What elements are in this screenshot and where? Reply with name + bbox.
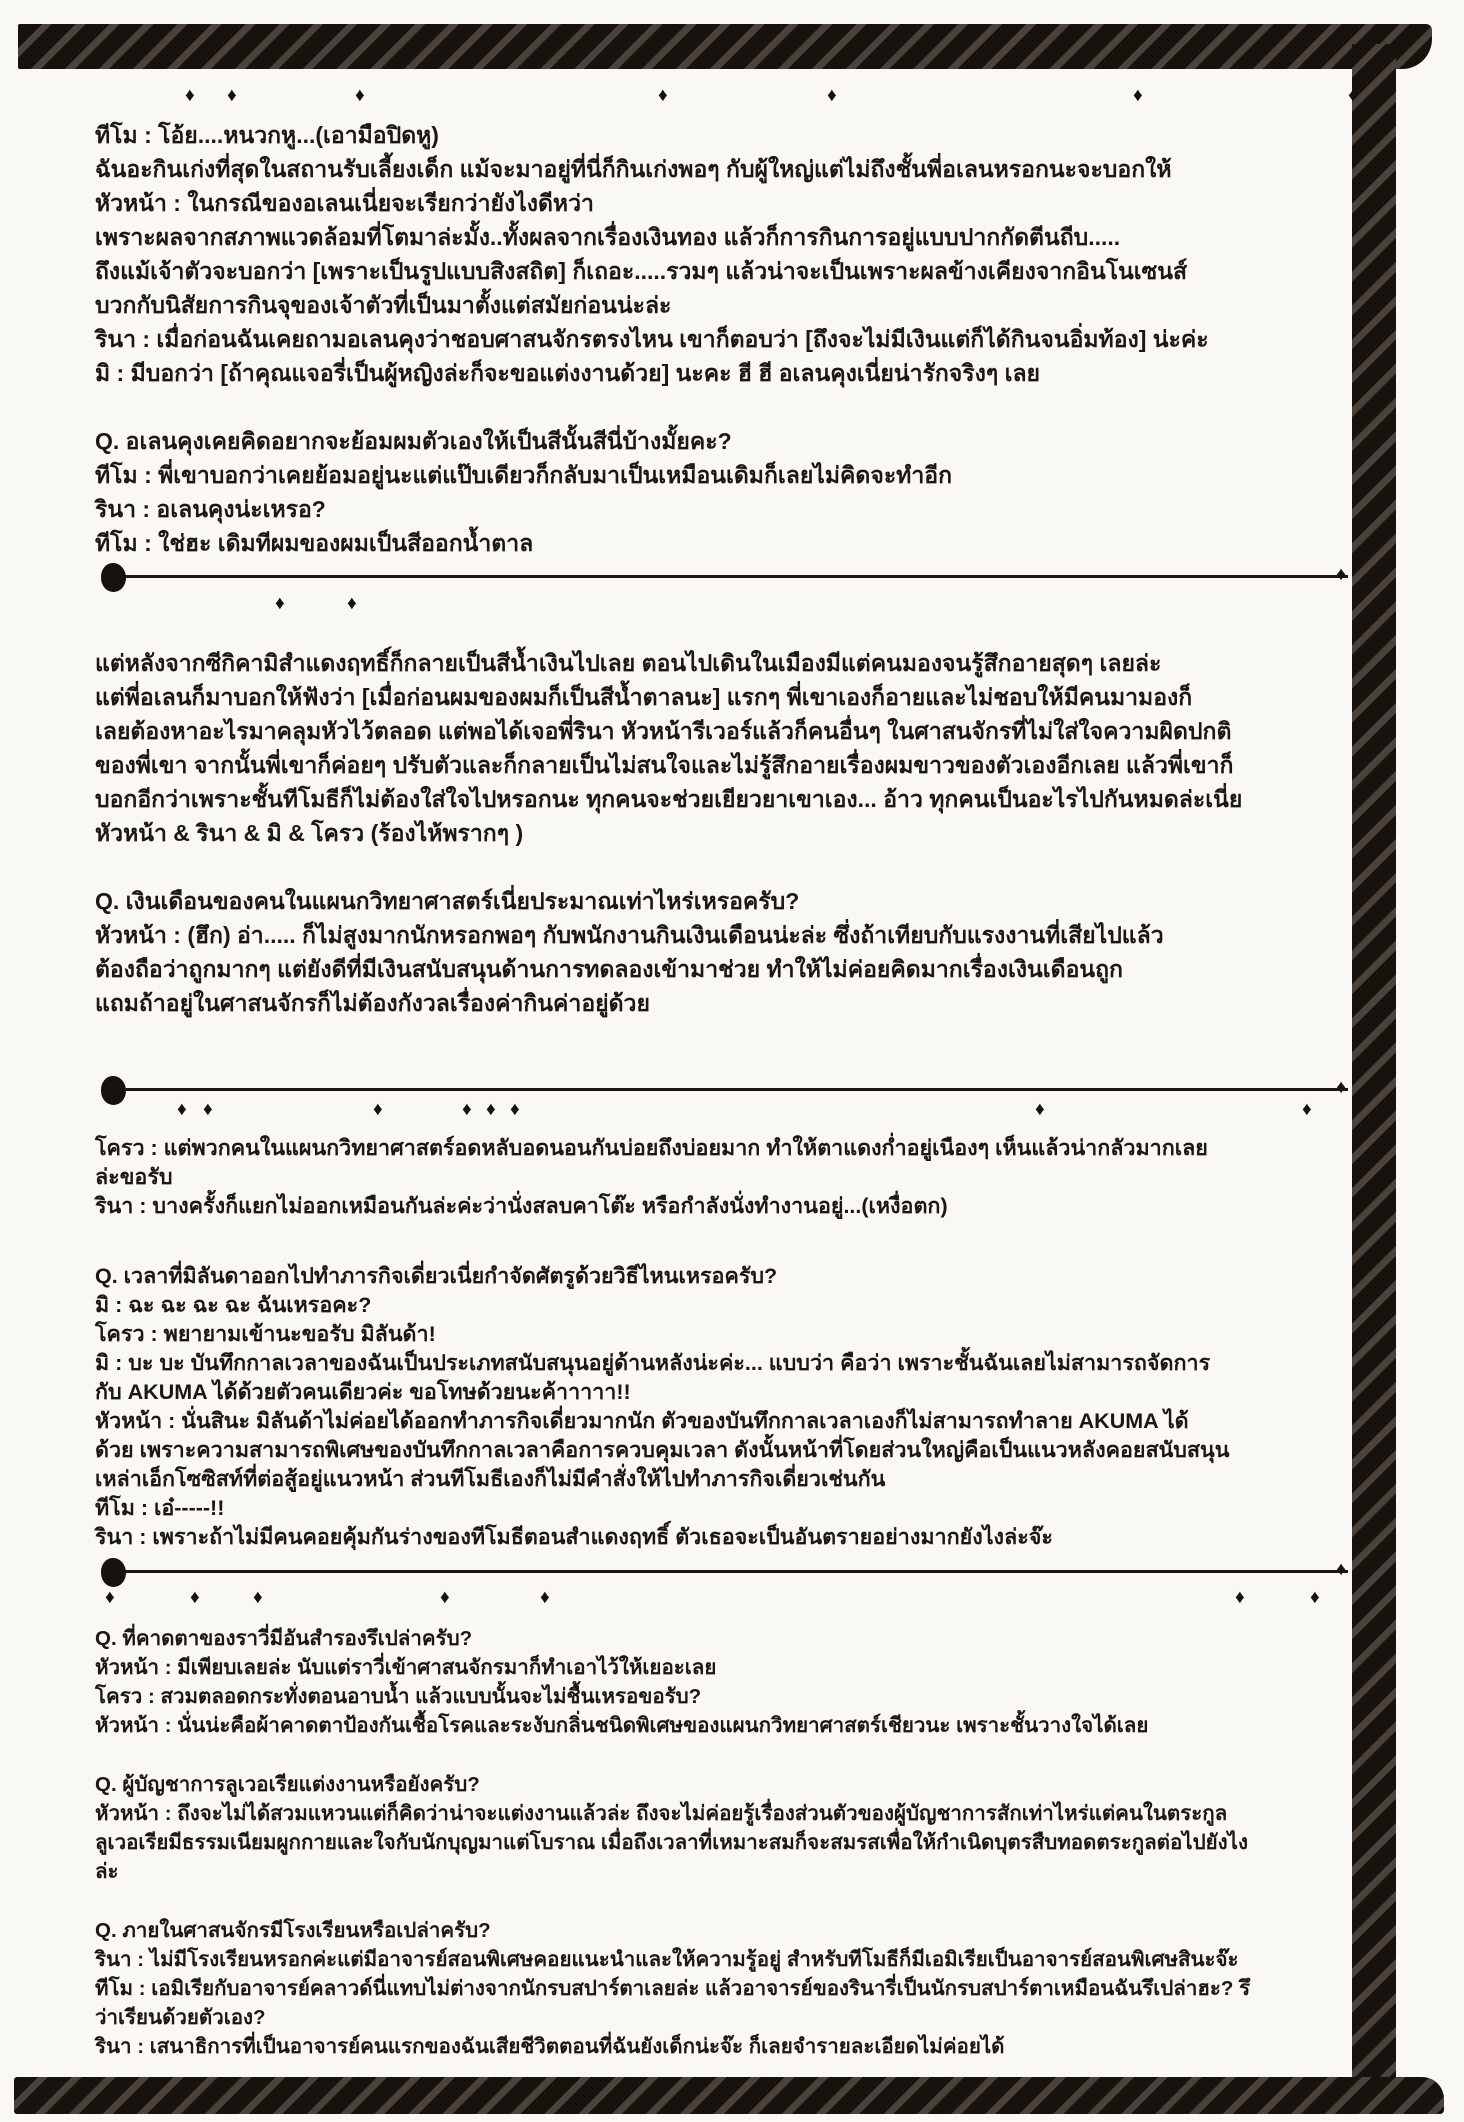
text-line: ลูเวอเรียมีธรรมเนียมผูกกายและใจกับนักบุญมาแต่โบราณ เมื่อถึงเวลาที่เหมาะสมก็จะสมรสเพื่อให้กำเนิดบุตรสืบทอดตระกูลต่อไปยังไง — [95, 1831, 1248, 1854]
text-line: ต้องถือว่าถูกมากๆ แต่ยังดีที่มีเงินสนับสนุนด้านการทดลองเข้ามาช่วย ทำให้ไม่ค่อยคิดมากเรื่องเงินเดือนถูก — [95, 956, 1123, 982]
top-border-stripe — [18, 24, 1432, 69]
text-line: โครว : พยายามเข้านะขอรับ มิลันด้า! — [95, 1322, 436, 1346]
dialogue-block-2 — [95, 646, 1360, 850]
text-line: Q. ภายในศาสนจักรมีโรงเรียนหรือเปล่าครับ? — [95, 1919, 491, 1942]
diamond-ornament: ♦ — [253, 1587, 263, 1608]
qa-block-4 — [95, 1624, 1360, 1740]
text-line: รินา : เพราะถ้าไม่มีคนคอยคุ้มกันร่างของทีโมธีตอนสำแดงฤทธิ์ ตัวเธอจะเป็นอันตรายอย่างมากยังไงล่ะจ๊ะ — [95, 1525, 1053, 1549]
text-line: แต่หลังจากซีกิคามิสำแดงฤทธิ์ก็กลายเป็นสีน้ำเงินไปเลย ตอนไปเดินในเมืองมีแต่คนมองจนรู้สึกอายสุดๆ เลยล่ะ — [95, 650, 1162, 676]
diamond-ornament: ♦ — [275, 593, 285, 614]
text-line: ทีโม : เอมิเรียกับอาจารย์คลาวด์นี่แทบไม่ต่างจากนักรบสปาร์ตาเลยล่ะ แล้วอาจารย์ของรินารี่เป็นนักรบสปาร์ตาเหมือนฉันรึเปล่าฮะ? รึ — [95, 1977, 1251, 2000]
qa-block-2 — [95, 884, 1360, 1020]
diamond-ornament: ♦ — [203, 1099, 213, 1120]
divider-diamond-ornament: ♦ — [1336, 564, 1346, 585]
divider-blob-ornament — [101, 1558, 126, 1587]
diamond-ornament: ♦ — [540, 1587, 550, 1608]
text-line: รินา : เสนาธิการที่เป็นอาจารย์คนแรกของฉันเสียชีวิตตอนที่ฉันยังเด็กน่ะจ๊ะ ก็เลยจำรายละเอียดไม่ค่อยได้ — [95, 2035, 1005, 2058]
dialogue-block-3 — [95, 1134, 1360, 1221]
diamond-ornament: ♦ — [827, 85, 837, 106]
diamond-ornament: ♦ — [1348, 85, 1358, 106]
qa-block-5 — [95, 1770, 1360, 1886]
dialogue-block-1 — [95, 118, 1360, 390]
text-line: ทีโม : โอ้ย....หนวกหู...(เอามือปิดหู) — [95, 122, 439, 148]
section-divider — [103, 1077, 1348, 1098]
text-line: ด้วย เพราะความสามารถพิเศษของบันทึกกาลเวลาคือการควบคุมเวลา ดังนั้นหน้าที่โดยส่วนใหญ่คือเป็นแนวหลังคอยสนับสนุน — [95, 1438, 1230, 1462]
text-line: ฉันอะกินเก่งที่สุดในสถานรับเลี้ยงเด็ก แม้จะมาอยู่ที่นี่ก็กินเก่งพอๆ กับผู้ใหญ่แต่ไม่ถึงชั้นพี่อเลนหรอกนะจะบอกให้ — [95, 156, 1172, 182]
section-divider — [103, 564, 1348, 585]
text-line: รินา : บางครั้งก็แยกไม่ออกเหมือนกันล่ะค่ะว่านั่งสลบคาโต๊ะ หรือกำลังนั่งทำงานอยู่...(เหงื่อตก) — [95, 1194, 948, 1218]
divider-diamond-ornament: ♦ — [1336, 1559, 1346, 1580]
bottom-border-stripe — [14, 2077, 1444, 2114]
diamond-ornament-row — [0, 592, 1464, 620]
text-line: เพราะผลจากสภาพแวดล้อมที่โตมาล่ะมั้ง..ทั้งผลจากเรื่องเงินทอง แล้วก็การกินการอยู่แบบปากกัดตีนถีบ..... — [95, 224, 1121, 250]
text-line: แต่พี่อเลนก็มาบอกให้ฟังว่า [เมื่อก่อนผมของผมก็เป็นสีน้ำตาลนะ] แรกๆ พี่เขาเองก็อายและไม่ชอบให้มีคนมามองก็ — [95, 684, 1193, 710]
text-line: หัวหน้า & รินา & มิ & โครว (ร้องไห้พรากๆ ) — [95, 820, 524, 846]
diamond-ornament: ♦ — [373, 1099, 383, 1120]
text-line: Q. ผู้บัญชาการลูเวอเรียแต่งงานหรือยังครับ? — [95, 1773, 480, 1796]
diamond-ornament-row — [0, 84, 1464, 112]
text-line: มิ : ฉะ ฉะ ฉะ ฉะ ฉันเหรอคะ? — [95, 1293, 372, 1317]
text-line: หัวหน้า : ถึงจะไม่ได้สวมแหวนแต่ก็คิดว่าน่าจะแต่งงานแล้วล่ะ ถึงจะไม่ค่อยรู้เรื่องส่วนตัวของผู้บัญชาการสักเท่าไหร่แต่คนในตระกูล — [95, 1802, 1228, 1825]
text-line: หัวหน้า : นั่นสินะ มิลันด้าไม่ค่อยได้ออกทำภารกิจเดี่ยวมากนัก ตัวของบันทึกกาลเวลาเองก็ไม่สามารถทำลาย AKUMA ได้ — [95, 1409, 1189, 1433]
text-line: บอกอีกว่าเพราะชั้นทีโมธีก็ไม่ต้องใส่ใจไปหรอกนะ ทุกคนจะช่วยเยียวยาเขาเอง... อ้าว ทุกคนเป็นอะไรไปกันหมดล่ะเนี่ย — [95, 786, 1243, 812]
text-line: Q. เงินเดือนของคนในแผนกวิทยาศาสตร์เนี่ยประมาณเท่าไหร่เหรอครับ? — [95, 888, 800, 914]
text-line: หัวหน้า : ในกรณีของอเลนเนี่ยจะเรียกว่ายังไงดีหว่า — [95, 190, 594, 216]
text-line: ว่าเรียนด้วยตัวเอง? — [95, 2006, 266, 2029]
diamond-ornament: ♦ — [1035, 1099, 1045, 1120]
diamond-ornament: ♦ — [440, 1587, 450, 1608]
diamond-ornament: ♦ — [462, 1099, 472, 1120]
diamond-ornament: ♦ — [510, 1099, 520, 1120]
divider-diamond-ornament: ♦ — [1336, 1077, 1346, 1098]
divider-blob-ornament — [101, 563, 126, 592]
qa-block-1 — [95, 424, 1360, 560]
diamond-ornament: ♦ — [1133, 85, 1143, 106]
text-line: รินา : เมื่อก่อนฉันเคยถามอเลนคุงว่าชอบศาสนจักรตรงไหน เขาก็ตอบว่า [ถึงจะไม่มีเงินแต่ก็ได้กินจนอิ่มท้อง] น่ะค่ะ — [95, 326, 1209, 352]
diamond-ornament: ♦ — [355, 85, 365, 106]
text-line: Q. ที่คาดตาของราวี่มีอันสำรองรึเปล่าครับ? — [95, 1627, 473, 1650]
text-line: เลยต้องหาอะไรมาคลุมหัวไว้ตลอด แต่พอได้เจอพี่รินา หัวหน้ารีเวอร์แล้วก็คนอื่นๆ ในศาสนจักรที่ไม่ใส่ใจความผิดปกติ — [95, 718, 1232, 744]
text-line: ทีโม : เอ๋-----!! — [95, 1496, 225, 1520]
text-line: แถมถ้าอยู่ในศาสนจักรก็ไม่ต้องกังวลเรื่องค่ากินค่าอยู่ด้วย — [95, 990, 650, 1016]
text-line: ล่ะขอรับ — [95, 1165, 173, 1189]
text-line: โครว : แต่พวกคนในแผนกวิทยาศาสตร์อดหลับอดนอนกันบ่อยถึงบ่อยมาก ทำให้ตาแดงก่ำอยู่เนืองๆ เห็นแล้วน่ากลัวมากเลย — [95, 1136, 1208, 1160]
diamond-ornament: ♦ — [185, 85, 195, 106]
qa-block-6 — [95, 1916, 1360, 2061]
diamond-ornament-row — [0, 1098, 1464, 1126]
text-line: ทีโม : ใช่ฮะ เดิมทีผมของผมเป็นสีออกน้ำตาล — [95, 530, 534, 556]
text-line: ของพี่เขา จากนั้นพี่เขาก็ค่อยๆ ปรับตัวและก็กลายเป็นไม่สนใจและไม่รู้สึกอายเรื่องผมขาวของตัวเองอีกเลย แล้วพี่เขาก็ — [95, 752, 1234, 778]
divider-blob-ornament — [101, 1076, 126, 1105]
diamond-ornament: ♦ — [658, 85, 668, 106]
text-line: มิ : มีบอกว่า [ถ้าคุณแจอรี่เป็นผู้หญิงล่ะก็จะขอแต่งงานด้วย] นะคะ ฮี ฮี อเลนคุงเนี่ยน่ารักจริงๆ เลย — [95, 360, 1041, 386]
text-line: ทีโม : พี่เขาบอกว่าเคยย้อมอยู่นะแต่แป๊บเดียวก็กลับมาเป็นเหมือนเดิมก็เลยไม่คิดจะทำอีก — [95, 462, 952, 488]
diamond-ornament: ♦ — [1310, 1587, 1320, 1608]
text-line: บวกกับนิสัยการกินจุของเจ้าตัวที่เป็นมาตั้งแต่สมัยก่อนน่ะล่ะ — [95, 292, 672, 318]
text-line: กับ AKUMA ได้ด้วยตัวคนเดียวค่ะ ขอโทษด้วยนะค้าาาาา!! — [95, 1380, 631, 1404]
text-line: หัวหน้า : (ฮึก) อ่า..... ก็ไม่สูงมากนักหรอกพอๆ กับพนักงานกินเงินเดือนน่ะล่ะ ซึ่งถ้าเทียบกับแรงงานที่เสียไปแล้ว — [95, 922, 1164, 948]
section-divider — [103, 1559, 1348, 1580]
text-line: เหล่าเอ็กโซซิสท์ที่ต่อสู้อยู่แนวหน้า ส่วนทีโมธีเองก็ไม่มีคำสั่งให้ไปทำภารกิจเดี่ยวเช่นกัน — [95, 1467, 886, 1491]
text-line: หัวหน้า : นั่นน่ะคือผ้าคาดตาป้องกันเชื้อโรคและระงับกลิ่นชนิดพิเศษของแผนกวิทยาศาสตร์เชียวนะ เพราะชั้นวางใจได้เลย — [95, 1714, 1149, 1737]
diamond-ornament: ♦ — [105, 1587, 115, 1608]
diamond-ornament: ♦ — [227, 85, 237, 106]
qa-block-3 — [95, 1262, 1360, 1552]
text-line: มิ : บะ บะ บันทึกกาลเวลาของฉันเป็นประเภทสนับสนุนอยู่ด้านหลังน่ะค่ะ... แบบว่า คือว่า เพราะชั้นฉันเลยไม่สามารถจัดการ — [95, 1351, 1211, 1375]
text-line: ถึงแม้เจ้าตัวจะบอกว่า [เพราะเป็นรูปแบบสิงสถิต] ก็เถอะ.....รวมๆ แล้วน่าจะเป็นเพราะผลข้างเคียงจากอินโนเซนส์ — [95, 258, 1188, 284]
diamond-ornament-row — [0, 1586, 1464, 1614]
text-line: รินา : ไม่มีโรงเรียนหรอกค่ะแต่มีอาจารย์สอนพิเศษคอยแนะนำและให้ความรู้อยู่ สำหรับทีโมธีก็มีเอมิเรียเป็นอาจารย์สอนพิเศษสินะจ๊ะ — [95, 1948, 1239, 1971]
text-line: ล่ะ — [95, 1860, 119, 1883]
diamond-ornament: ♦ — [347, 593, 357, 614]
diamond-ornament: ♦ — [1302, 1099, 1312, 1120]
diamond-ornament: ♦ — [1235, 1587, 1245, 1608]
text-line: โครว : สวมตลอดกระทั่งตอนอาบน้ำ แล้วแบบนั้นจะไม่ชื้นเหรอขอรับ? — [95, 1685, 702, 1708]
diamond-ornament: ♦ — [190, 1587, 200, 1608]
text-line: รินา : อเลนคุงน่ะเหรอ? — [95, 496, 326, 522]
text-line: หัวหน้า : มีเพียบเลยล่ะ นับแต่ราวี่เข้าศาสนจักรมาก็ทำเอาไว้ให้เยอะเลย — [95, 1656, 717, 1679]
diamond-ornament: ♦ — [177, 1099, 187, 1120]
text-line: Q. เวลาที่มิลันดาออกไปทำภารกิจเดี่ยวเนี่ยกำจัดศัตรูด้วยวิธีไหนเหรอครับ? — [95, 1264, 778, 1288]
diamond-ornament: ♦ — [486, 1099, 496, 1120]
text-line: Q. อเลนคุงเคยคิดอยากจะย้อมผมตัวเองให้เป็นสีนั้นสีนี่บ้างมั้ยคะ? — [95, 428, 732, 454]
